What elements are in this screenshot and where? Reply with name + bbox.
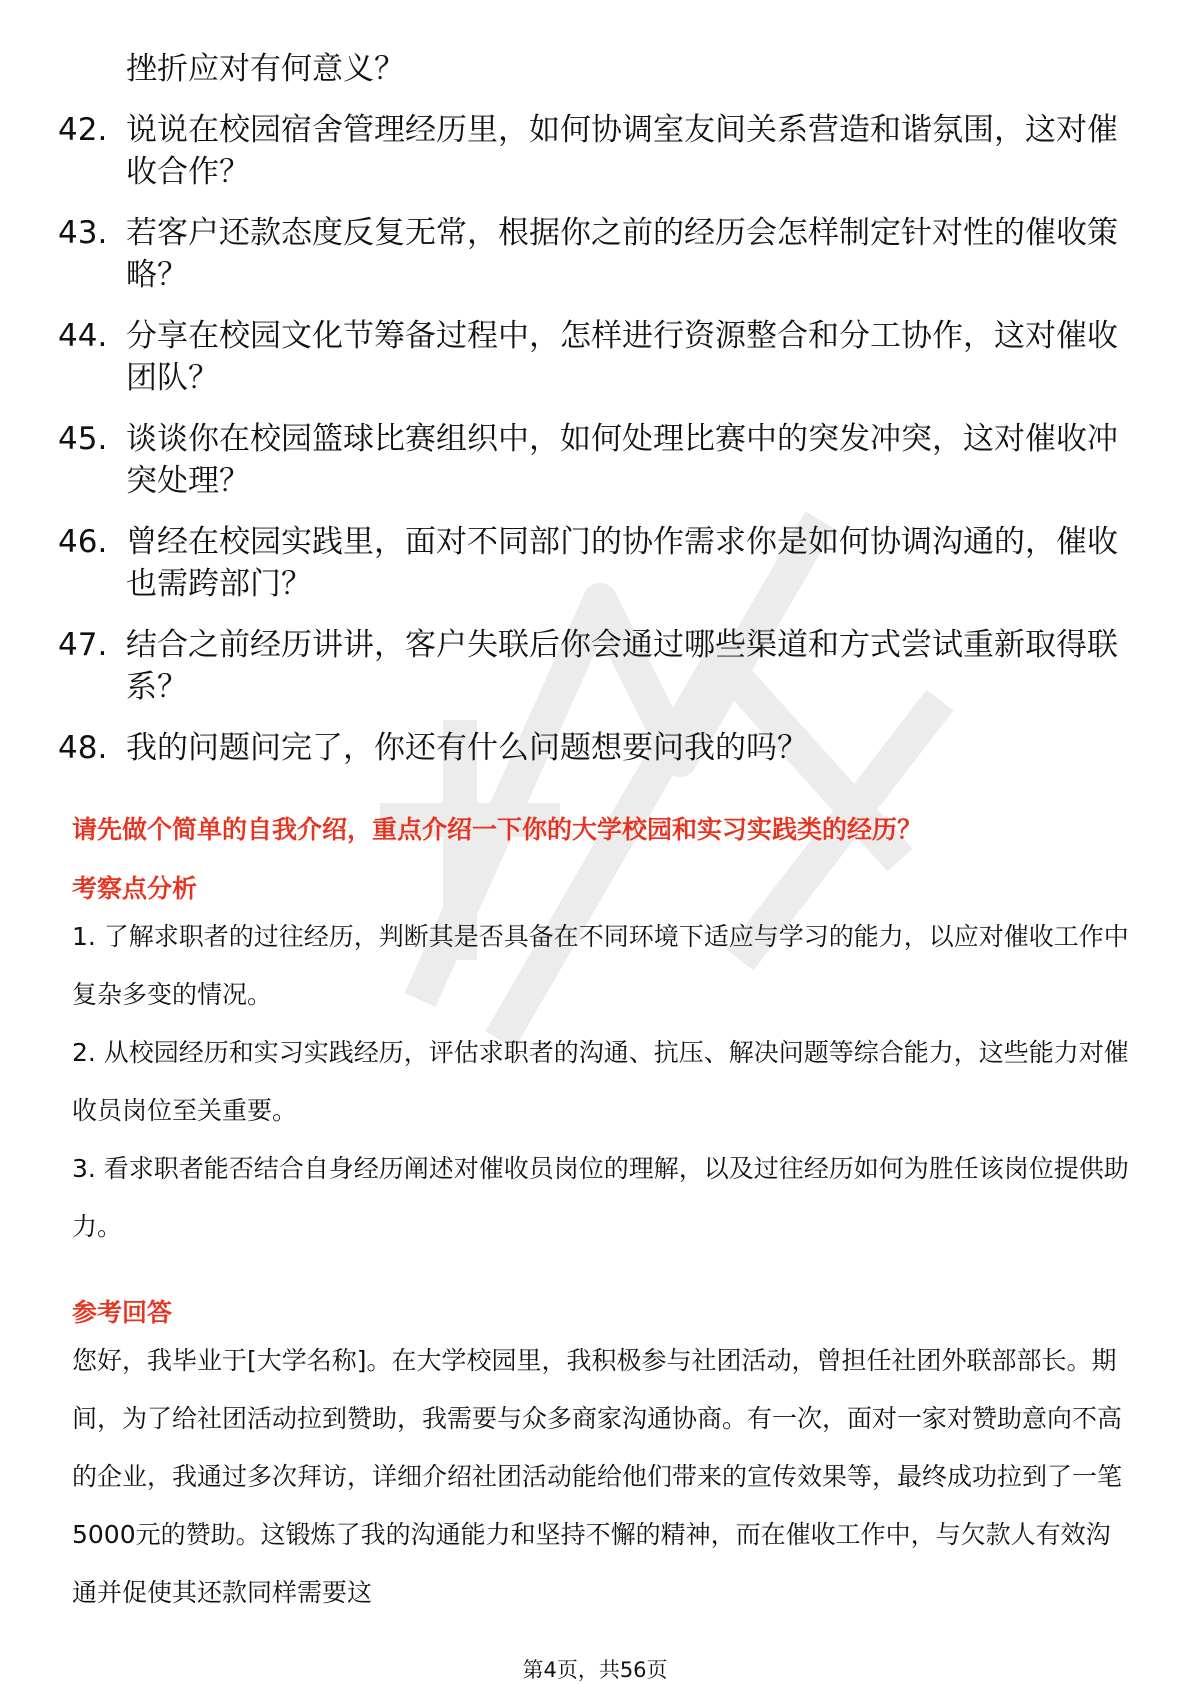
question-item xyxy=(58,212,1128,296)
analysis-points xyxy=(72,908,1132,1256)
answer-heading: 参考回答 xyxy=(72,1298,173,1327)
question-number: 43. xyxy=(58,215,108,251)
answer-text: 您好，我毕业于[大学名称]。在大学校园里，我积极参与社团活动，曾担任社团外联部部长。期间，为了给社团活动拉到赞助，我需要与众多商家沟通协商。有一次，面对一家对赞助意向不高的企业，我通过多次拜访，详细介绍社团活动能给他们带来的宣传效果等，最终成功拉到了一笔5000元的赞助。这锻炼了我的沟通能力和坚持不懈的精神，而在催收工作中，与欠款人有效沟通并促使其还款同样需要这 xyxy=(72,1346,1123,1607)
question-number: 48. xyxy=(58,730,108,766)
question-continuation xyxy=(58,48,1128,90)
question-item xyxy=(58,418,1128,502)
question-text: 挫折应对有何意义？ xyxy=(126,51,405,87)
question-list xyxy=(58,48,1128,788)
analysis-point: 2. 从校园经历和实习实践经历，评估求职者的沟通、抗压、解决问题等综合能力，这些能力对催收员岗位至关重要。 xyxy=(72,1038,1129,1125)
question-item xyxy=(58,624,1128,708)
question-item xyxy=(58,315,1128,399)
question-text: 曾经在校园实践里，面对不同部门的协作需求你是如何协调沟通的，催收也需跨部门？ xyxy=(126,524,1118,602)
question-number: 44. xyxy=(58,318,108,354)
question-text: 若客户还款态度反复无常，根据你之前的经历会怎样制定针对性的催收策略？ xyxy=(126,215,1118,293)
question-item xyxy=(58,521,1128,605)
question-text: 我的问题问完了，你还有什么问题想要问我的吗？ xyxy=(126,730,808,766)
question-text: 分享在校园文化节筹备过程中，怎样进行资源整合和分工协作，这对催收团队？ xyxy=(126,318,1118,396)
question-item xyxy=(58,727,1128,769)
question-number: 42. xyxy=(58,112,108,148)
answer-body xyxy=(72,1332,1132,1622)
analysis-point: 1. 了解求职者的过往经历，判断其是否具备在不同环境下适应与学习的能力，以应对催收工作中复杂多变的情况。 xyxy=(72,922,1129,1009)
analysis-heading: 考察点分析 xyxy=(72,874,198,903)
question-number: 45. xyxy=(58,421,108,457)
question-number: 46. xyxy=(58,524,108,560)
question-text: 结合之前经历讲讲，客户失联后你会通过哪些渠道和方式尝试重新取得联系？ xyxy=(126,627,1118,705)
page-number-footer: 第4页，共56页 xyxy=(522,1658,668,1682)
question-item xyxy=(58,109,1128,193)
featured-question-title: 请先做个简单的自我介绍，重点介绍一下你的大学校园和实习实践类的经历？ xyxy=(72,815,923,844)
question-text: 说说在校园宿舍管理经历里，如何协调室友间关系营造和谐氛围，这对催收合作？ xyxy=(126,112,1118,190)
question-number: 47. xyxy=(58,627,108,663)
analysis-point: 3. 看求职者能否结合自身经历阐述对催收员岗位的理解，以及过往经历如何为胜任该岗位提供助力。 xyxy=(72,1154,1129,1241)
question-text: 谈谈你在校园篮球比赛组织中，如何处理比赛中的突发冲突，这对催收冲突处理？ xyxy=(126,421,1118,499)
